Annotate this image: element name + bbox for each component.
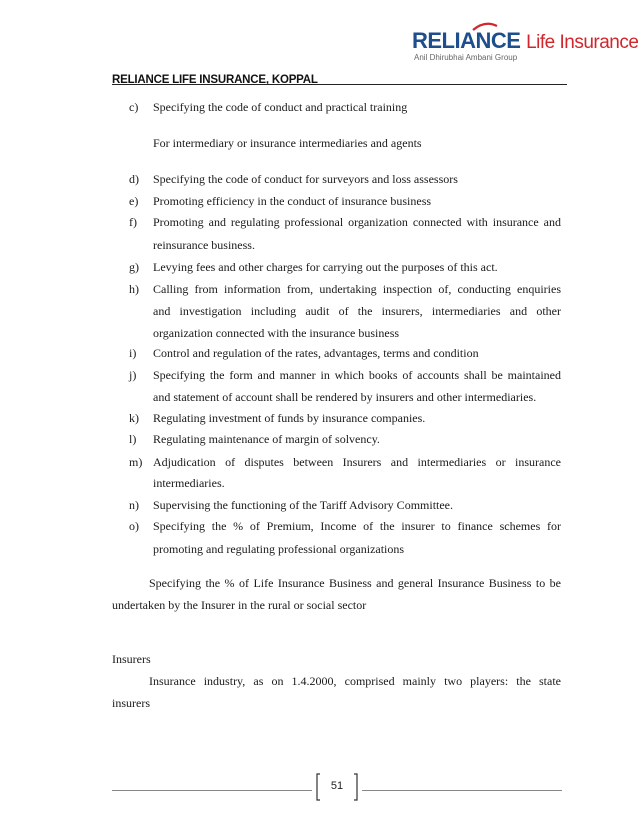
- item-o-line-2: promoting and regulating professional organizations: [153, 542, 405, 556]
- item-m-line-2: intermediaries.: [153, 476, 225, 490]
- item-h-line-3: organization connected with the insurance business: [153, 326, 400, 340]
- footer-rule-left: [112, 790, 312, 791]
- item-label-k: k): [129, 411, 139, 425]
- page-number: 51: [330, 780, 344, 792]
- paragraph-1-line-2: undertaken by the Insurer in the rural or social sector: [112, 598, 367, 612]
- item-d-line: Specifying the code of conduct for surveyors and loss assessors: [153, 172, 458, 186]
- item-c-line: Specifying the code of conduct and practical training: [153, 100, 408, 114]
- item-label-j: j): [129, 368, 137, 382]
- item-n-line: Supervising the functioning of the Tariff Advisory Committee.: [153, 498, 454, 512]
- item-label-g: g): [129, 260, 139, 274]
- item-label-h: h): [129, 282, 139, 296]
- logo-wordmark: [412, 28, 638, 54]
- item-label-n: n): [129, 498, 139, 512]
- item-label-d: d): [129, 172, 139, 186]
- item-f-line-2: reinsurance business.: [153, 238, 255, 252]
- paragraph-1-line-1: Specifying the % of Life Insurance Business and general Insurance Business to be: [149, 576, 561, 590]
- item-label-c: c): [129, 100, 139, 114]
- footer-rule-right: [362, 790, 562, 791]
- item-o-line-1: Specifying the % of Premium, Income of the insurer to finance schemes for: [153, 519, 561, 533]
- item-label-f: f): [129, 215, 137, 229]
- item-l-line: Regulating maintenance of margin of solvency.: [153, 432, 380, 446]
- item-label-m: m): [129, 455, 143, 469]
- page-header: RELIANCE LIFE INSURANCE, KOPPAL: [112, 74, 318, 86]
- item-i-line: Control and regulation of the rates, advantages, terms and condition: [153, 346, 479, 360]
- item-label-e: e): [129, 194, 139, 208]
- item-label-i: i): [129, 346, 137, 360]
- header-rule: [112, 84, 567, 85]
- item-j-line-1: Specifying the form and manner in which books of accounts shall be maintained: [153, 368, 561, 382]
- item-e-line: Promoting efficiency in the conduct of insurance business: [153, 194, 432, 208]
- logo-life: Life Insurance: [526, 32, 638, 53]
- item-g-line: Levying fees and other charges for carrying out the purposes of this act.: [153, 260, 498, 274]
- section-line-2: insurers: [112, 696, 150, 710]
- item-label-o: o): [129, 519, 139, 533]
- item-k-line: Regulating investment of funds by insurance companies.: [153, 411, 426, 425]
- item-h-line-1: Calling from information from, undertaking inspection of, conducting enquiries: [153, 282, 561, 296]
- section-title: Insurers: [112, 652, 151, 666]
- item-h-line-2: and investigation including audit of the insurers, intermediaries and other: [153, 304, 561, 318]
- item-f-line-1: Promoting and regulating professional organization connected with insurance and: [153, 215, 561, 229]
- section-line-1: Insurance industry, as on 1.4.2000, comprised mainly two players: the state: [149, 674, 561, 688]
- item-c-continuation: For intermediary or insurance intermediaries and agents: [153, 136, 422, 150]
- logo-group: Anil Dhirubhai Ambani Group: [414, 53, 518, 62]
- item-m-line-1: Adjudication of disputes between Insurers and intermediaries or insurance: [153, 455, 561, 469]
- logo-brand: RELIANCE: [412, 28, 521, 53]
- page-number-box: [313, 772, 361, 802]
- reliance-logo: [412, 28, 638, 68]
- item-j-line-2: and statement of account shall be rendered by insurers and other intermediaries.: [153, 390, 537, 404]
- item-label-l: l): [129, 432, 137, 446]
